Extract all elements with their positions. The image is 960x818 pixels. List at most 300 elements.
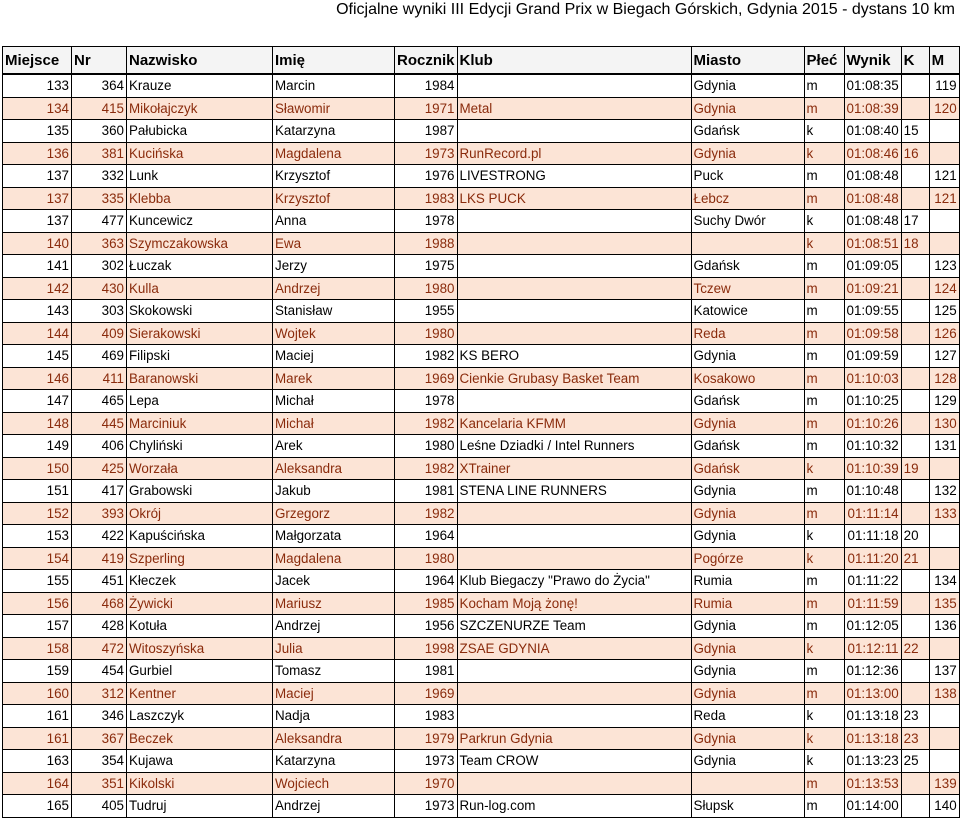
- cell-k: [901, 322, 929, 345]
- cell-k: 25: [901, 750, 929, 773]
- cell-wynik: 01:08:48: [844, 210, 901, 233]
- cell-miasto: Pogórze: [691, 547, 804, 570]
- cell-wynik: 01:08:46: [844, 142, 901, 165]
- cell-miejsce: 136: [3, 142, 72, 165]
- cell-imie: Jacek: [273, 570, 395, 593]
- cell-miejsce: 153: [3, 525, 72, 548]
- cell-miejsce: 137: [3, 187, 72, 210]
- cell-rocznik: 1969: [395, 682, 458, 705]
- results-body: [3, 74, 960, 817]
- table-row: [3, 210, 960, 233]
- cell-plec: k: [804, 727, 844, 750]
- table-row: [3, 615, 960, 638]
- results-table: [2, 46, 960, 818]
- cell-wynik: 01:09:59: [844, 345, 901, 368]
- cell-rocznik: 1969: [395, 367, 458, 390]
- cell-klub: Kancelaria KFMM: [457, 412, 691, 435]
- cell-nr: 335: [72, 187, 127, 210]
- column-header-nazwisko[interactable]: Nazwisko: [127, 47, 273, 75]
- cell-nr: 477: [72, 210, 127, 233]
- cell-miasto: Tczew: [691, 277, 804, 300]
- cell-miejsce: 134: [3, 97, 72, 120]
- cell-rocznik: 1980: [395, 322, 458, 345]
- cell-klub: [457, 300, 691, 323]
- table-row: [3, 750, 960, 773]
- cell-imie: Maciej: [273, 682, 395, 705]
- cell-miejsce: 161: [3, 705, 72, 728]
- cell-klub: XTrainer: [457, 457, 691, 480]
- cell-imie: Julia: [273, 637, 395, 660]
- cell-klub: KS BERO: [457, 345, 691, 368]
- cell-rocznik: 1981: [395, 660, 458, 683]
- cell-k: 23: [901, 727, 929, 750]
- table-row: [3, 457, 960, 480]
- cell-m: 127: [929, 345, 959, 368]
- cell-plec: k: [804, 637, 844, 660]
- table-row: [3, 345, 960, 368]
- cell-rocznik: 1975: [395, 255, 458, 278]
- cell-imie: Marcin: [273, 74, 395, 97]
- cell-imie: Michał: [273, 412, 395, 435]
- cell-plec: m: [804, 480, 844, 503]
- cell-nazwisko: Lepa: [127, 390, 273, 413]
- cell-m: 133: [929, 502, 959, 525]
- cell-imie: Jakub: [273, 480, 395, 503]
- cell-wynik: 01:10:03: [844, 367, 901, 390]
- cell-m: 138: [929, 682, 959, 705]
- cell-wynik: 01:11:20: [844, 547, 901, 570]
- cell-imie: Marek: [273, 367, 395, 390]
- cell-miejsce: 152: [3, 502, 72, 525]
- cell-rocznik: 1973: [395, 750, 458, 773]
- cell-nr: 332: [72, 165, 127, 188]
- cell-nr: 469: [72, 345, 127, 368]
- cell-nr: 419: [72, 547, 127, 570]
- cell-klub: [457, 502, 691, 525]
- cell-miejsce: 165: [3, 795, 72, 818]
- table-row: [3, 367, 960, 390]
- cell-miasto: Gdynia: [691, 727, 804, 750]
- cell-imie: Sławomir: [273, 97, 395, 120]
- table-row: [3, 300, 960, 323]
- cell-plec: m: [804, 412, 844, 435]
- cell-imie: Magdalena: [273, 547, 395, 570]
- cell-miejsce: 140: [3, 232, 72, 255]
- cell-nr: 451: [72, 570, 127, 593]
- cell-miejsce: 154: [3, 547, 72, 570]
- cell-nr: 363: [72, 232, 127, 255]
- column-header-plec[interactable]: Płeć: [804, 47, 844, 75]
- column-header-nr[interactable]: Nr: [72, 47, 127, 75]
- cell-klub: [457, 390, 691, 413]
- cell-miasto: [691, 772, 804, 795]
- cell-miasto: Katowice: [691, 300, 804, 323]
- cell-plec: m: [804, 435, 844, 458]
- column-header-wynik[interactable]: Wynik: [844, 47, 901, 75]
- cell-klub: Klub Biegaczy "Prawo do Życia": [457, 570, 691, 593]
- cell-plec: k: [804, 210, 844, 233]
- cell-imie: Tomasz: [273, 660, 395, 683]
- cell-k: [901, 795, 929, 818]
- header-row: [3, 47, 960, 75]
- cell-nazwisko: Klebba: [127, 187, 273, 210]
- cell-nr: 351: [72, 772, 127, 795]
- cell-plec: m: [804, 255, 844, 278]
- cell-nazwisko: Sierakowski: [127, 322, 273, 345]
- cell-plec: k: [804, 750, 844, 773]
- table-row: [3, 74, 960, 97]
- cell-klub: STENA LINE RUNNERS: [457, 480, 691, 503]
- cell-miejsce: 150: [3, 457, 72, 480]
- cell-miejsce: 137: [3, 210, 72, 233]
- table-row: [3, 502, 960, 525]
- cell-rocznik: 1982: [395, 412, 458, 435]
- cell-plec: m: [804, 570, 844, 593]
- cell-wynik: 01:13:18: [844, 705, 901, 728]
- cell-k: [901, 390, 929, 413]
- cell-k: [901, 480, 929, 503]
- table-row: [3, 187, 960, 210]
- cell-nr: 364: [72, 74, 127, 97]
- cell-nazwisko: Krauze: [127, 74, 273, 97]
- cell-nazwisko: Okrój: [127, 502, 273, 525]
- table-row: [3, 570, 960, 593]
- cell-miejsce: 137: [3, 165, 72, 188]
- cell-rocznik: 1998: [395, 637, 458, 660]
- cell-imie: Krzysztof: [273, 187, 395, 210]
- cell-imie: Małgorzata: [273, 525, 395, 548]
- cell-plec: k: [804, 457, 844, 480]
- cell-nr: 302: [72, 255, 127, 278]
- table-row: [3, 682, 960, 705]
- cell-m: [929, 705, 959, 728]
- cell-m: [929, 637, 959, 660]
- cell-miejsce: 149: [3, 435, 72, 458]
- cell-m: [929, 457, 959, 480]
- cell-imie: Magdalena: [273, 142, 395, 165]
- column-header-rocznik[interactable]: Rocznik: [395, 47, 458, 75]
- cell-klub: [457, 682, 691, 705]
- cell-miasto: [691, 232, 804, 255]
- cell-miasto: Gdynia: [691, 142, 804, 165]
- column-header-miasto[interactable]: Miasto: [691, 47, 804, 75]
- cell-miasto: Gdynia: [691, 637, 804, 660]
- cell-rocznik: 1983: [395, 705, 458, 728]
- table-row: [3, 480, 960, 503]
- cell-nazwisko: Kuncewicz: [127, 210, 273, 233]
- cell-plec: m: [804, 165, 844, 188]
- cell-k: 17: [901, 210, 929, 233]
- cell-nazwisko: Kotuła: [127, 615, 273, 638]
- cell-nr: 428: [72, 615, 127, 638]
- table-row: [3, 637, 960, 660]
- cell-klub: [457, 255, 691, 278]
- cell-miejsce: 133: [3, 74, 72, 97]
- cell-miasto: Gdynia: [691, 682, 804, 705]
- cell-nazwisko: Kujawa: [127, 750, 273, 773]
- cell-nr: 422: [72, 525, 127, 548]
- cell-nr: 468: [72, 592, 127, 615]
- cell-m: 140: [929, 795, 959, 818]
- cell-imie: Michał: [273, 390, 395, 413]
- table-row: [3, 277, 960, 300]
- cell-miejsce: 143: [3, 300, 72, 323]
- cell-nazwisko: Gurbiel: [127, 660, 273, 683]
- cell-klub: Kocham Moją żonę!: [457, 592, 691, 615]
- column-header-m[interactable]: M: [929, 47, 959, 75]
- cell-m: 126: [929, 322, 959, 345]
- cell-k: [901, 660, 929, 683]
- cell-plec: m: [804, 322, 844, 345]
- cell-m: 120: [929, 97, 959, 120]
- cell-miasto: Gdynia: [691, 525, 804, 548]
- cell-k: [901, 74, 929, 97]
- column-header-klub[interactable]: Klub: [457, 47, 691, 75]
- cell-klub: [457, 232, 691, 255]
- cell-m: [929, 120, 959, 143]
- cell-miejsce: 158: [3, 637, 72, 660]
- cell-nazwisko: Mikołajczyk: [127, 97, 273, 120]
- column-header-k[interactable]: K: [901, 47, 929, 75]
- cell-wynik: 01:11:18: [844, 525, 901, 548]
- table-row: [3, 97, 960, 120]
- cell-nazwisko: Skokowski: [127, 300, 273, 323]
- cell-wynik: 01:08:39: [844, 97, 901, 120]
- table-row: [3, 120, 960, 143]
- cell-k: 21: [901, 547, 929, 570]
- table-row: [3, 142, 960, 165]
- cell-klub: [457, 74, 691, 97]
- cell-klub: Cienkie Grubasy Basket Team: [457, 367, 691, 390]
- cell-m: [929, 142, 959, 165]
- cell-nr: 367: [72, 727, 127, 750]
- cell-klub: [457, 525, 691, 548]
- cell-plec: m: [804, 367, 844, 390]
- table-row: [3, 727, 960, 750]
- cell-m: 123: [929, 255, 959, 278]
- cell-wynik: 01:14:00: [844, 795, 901, 818]
- cell-miasto: Puck: [691, 165, 804, 188]
- cell-m: 135: [929, 592, 959, 615]
- cell-nazwisko: Tudruj: [127, 795, 273, 818]
- cell-imie: Ewa: [273, 232, 395, 255]
- cell-m: [929, 232, 959, 255]
- cell-klub: [457, 210, 691, 233]
- cell-rocznik: 1980: [395, 435, 458, 458]
- cell-klub: Parkrun Gdynia: [457, 727, 691, 750]
- cell-nr: 417: [72, 480, 127, 503]
- cell-nazwisko: Laszczyk: [127, 705, 273, 728]
- cell-m: 121: [929, 187, 959, 210]
- cell-wynik: 01:11:22: [844, 570, 901, 593]
- cell-imie: Grzegorz: [273, 502, 395, 525]
- cell-miejsce: 135: [3, 120, 72, 143]
- cell-nazwisko: Kulla: [127, 277, 273, 300]
- cell-nr: 406: [72, 435, 127, 458]
- cell-wynik: 01:08:35: [844, 74, 901, 97]
- cell-rocznik: 1964: [395, 570, 458, 593]
- cell-klub: [457, 772, 691, 795]
- cell-m: 132: [929, 480, 959, 503]
- cell-wynik: 01:12:11: [844, 637, 901, 660]
- cell-imie: Aleksandra: [273, 457, 395, 480]
- cell-nr: 303: [72, 300, 127, 323]
- cell-wynik: 01:13:23: [844, 750, 901, 773]
- cell-m: [929, 547, 959, 570]
- cell-miasto: Rumia: [691, 592, 804, 615]
- cell-nazwisko: Grabowski: [127, 480, 273, 503]
- cell-rocznik: 1987: [395, 120, 458, 143]
- cell-miejsce: 163: [3, 750, 72, 773]
- cell-wynik: 01:08:51: [844, 232, 901, 255]
- cell-miasto: Gdańsk: [691, 457, 804, 480]
- cell-imie: Aleksandra: [273, 727, 395, 750]
- cell-nazwisko: Kentner: [127, 682, 273, 705]
- cell-wynik: 01:13:18: [844, 727, 901, 750]
- cell-imie: Krzysztof: [273, 165, 395, 188]
- cell-imie: Arek: [273, 435, 395, 458]
- cell-plec: m: [804, 592, 844, 615]
- cell-klub: [457, 277, 691, 300]
- cell-rocznik: 1984: [395, 74, 458, 97]
- cell-nazwisko: Filipski: [127, 345, 273, 368]
- cell-k: [901, 682, 929, 705]
- cell-nazwisko: Lunk: [127, 165, 273, 188]
- cell-nr: 360: [72, 120, 127, 143]
- cell-imie: Maciej: [273, 345, 395, 368]
- cell-imie: Andrzej: [273, 277, 395, 300]
- cell-miejsce: 156: [3, 592, 72, 615]
- cell-klub: RunRecord.pl: [457, 142, 691, 165]
- cell-plec: m: [804, 772, 844, 795]
- cell-m: 125: [929, 300, 959, 323]
- cell-m: 137: [929, 660, 959, 683]
- cell-miejsce: 155: [3, 570, 72, 593]
- cell-wynik: 01:10:32: [844, 435, 901, 458]
- cell-k: [901, 435, 929, 458]
- cell-miejsce: 160: [3, 682, 72, 705]
- table-row: [3, 525, 960, 548]
- cell-klub: [457, 120, 691, 143]
- cell-k: [901, 300, 929, 323]
- cell-plec: m: [804, 795, 844, 818]
- cell-imie: Mariusz: [273, 592, 395, 615]
- cell-m: [929, 750, 959, 773]
- cell-wynik: 01:08:48: [844, 187, 901, 210]
- cell-rocznik: 1979: [395, 727, 458, 750]
- cell-plec: m: [804, 300, 844, 323]
- cell-k: [901, 97, 929, 120]
- cell-klub: [457, 705, 691, 728]
- cell-nr: 409: [72, 322, 127, 345]
- cell-imie: Anna: [273, 210, 395, 233]
- cell-k: [901, 255, 929, 278]
- cell-nr: 411: [72, 367, 127, 390]
- cell-wynik: 01:12:05: [844, 615, 901, 638]
- cell-nr: 415: [72, 97, 127, 120]
- cell-imie: Andrzej: [273, 615, 395, 638]
- table-row: [3, 232, 960, 255]
- cell-imie: Jerzy: [273, 255, 395, 278]
- table-row: [3, 255, 960, 278]
- cell-miasto: Reda: [691, 322, 804, 345]
- cell-plec: m: [804, 502, 844, 525]
- cell-wynik: 01:12:36: [844, 660, 901, 683]
- cell-imie: Wojciech: [273, 772, 395, 795]
- cell-miejsce: 148: [3, 412, 72, 435]
- cell-nazwisko: Marciniuk: [127, 412, 273, 435]
- cell-miejsce: 142: [3, 277, 72, 300]
- cell-wynik: 01:11:59: [844, 592, 901, 615]
- cell-wynik: 01:08:48: [844, 165, 901, 188]
- cell-m: 119: [929, 74, 959, 97]
- cell-m: 131: [929, 435, 959, 458]
- cell-nr: 346: [72, 705, 127, 728]
- cell-k: [901, 345, 929, 368]
- cell-m: 124: [929, 277, 959, 300]
- cell-wynik: 01:09:21: [844, 277, 901, 300]
- cell-plec: m: [804, 345, 844, 368]
- column-header-miejsce[interactable]: Miejsce: [3, 47, 72, 75]
- cell-nr: 381: [72, 142, 127, 165]
- cell-imie: Stanisław: [273, 300, 395, 323]
- cell-imie: Andrzej: [273, 795, 395, 818]
- cell-wynik: 01:09:58: [844, 322, 901, 345]
- cell-rocznik: 1973: [395, 142, 458, 165]
- column-header-imie[interactable]: Imię: [273, 47, 395, 75]
- cell-miasto: Gdańsk: [691, 255, 804, 278]
- cell-miasto: Gdańsk: [691, 390, 804, 413]
- cell-m: [929, 727, 959, 750]
- cell-nazwisko: Pałubicka: [127, 120, 273, 143]
- cell-m: [929, 525, 959, 548]
- cell-k: [901, 592, 929, 615]
- table-row: [3, 390, 960, 413]
- cell-nazwisko: Kucińska: [127, 142, 273, 165]
- table-row: [3, 592, 960, 615]
- cell-miasto: Reda: [691, 705, 804, 728]
- cell-nr: 472: [72, 637, 127, 660]
- cell-m: 129: [929, 390, 959, 413]
- cell-k: 22: [901, 637, 929, 660]
- cell-nr: 354: [72, 750, 127, 773]
- cell-klub: Run-log.com: [457, 795, 691, 818]
- table-row: [3, 322, 960, 345]
- cell-m: 136: [929, 615, 959, 638]
- cell-imie: Katarzyna: [273, 750, 395, 773]
- cell-k: [901, 277, 929, 300]
- cell-plec: k: [804, 120, 844, 143]
- cell-miasto: Słupsk: [691, 795, 804, 818]
- cell-nazwisko: Kapuścińska: [127, 525, 273, 548]
- cell-k: 23: [901, 705, 929, 728]
- cell-rocznik: 1978: [395, 210, 458, 233]
- cell-k: [901, 615, 929, 638]
- cell-rocznik: 1982: [395, 345, 458, 368]
- cell-klub: [457, 547, 691, 570]
- table-row: [3, 795, 960, 818]
- cell-nr: 425: [72, 457, 127, 480]
- cell-miasto: Rumia: [691, 570, 804, 593]
- cell-plec: m: [804, 187, 844, 210]
- cell-plec: m: [804, 97, 844, 120]
- cell-nazwisko: Kłeczek: [127, 570, 273, 593]
- cell-m: 121: [929, 165, 959, 188]
- page-title: Oficjalne wyniki III Edycji Grand Prix w Biegach Górskich, Gdynia 2015 - dystans 10 km: [336, 1, 955, 18]
- cell-miasto: Kosakowo: [691, 367, 804, 390]
- cell-miejsce: 144: [3, 322, 72, 345]
- cell-miasto: Gdynia: [691, 502, 804, 525]
